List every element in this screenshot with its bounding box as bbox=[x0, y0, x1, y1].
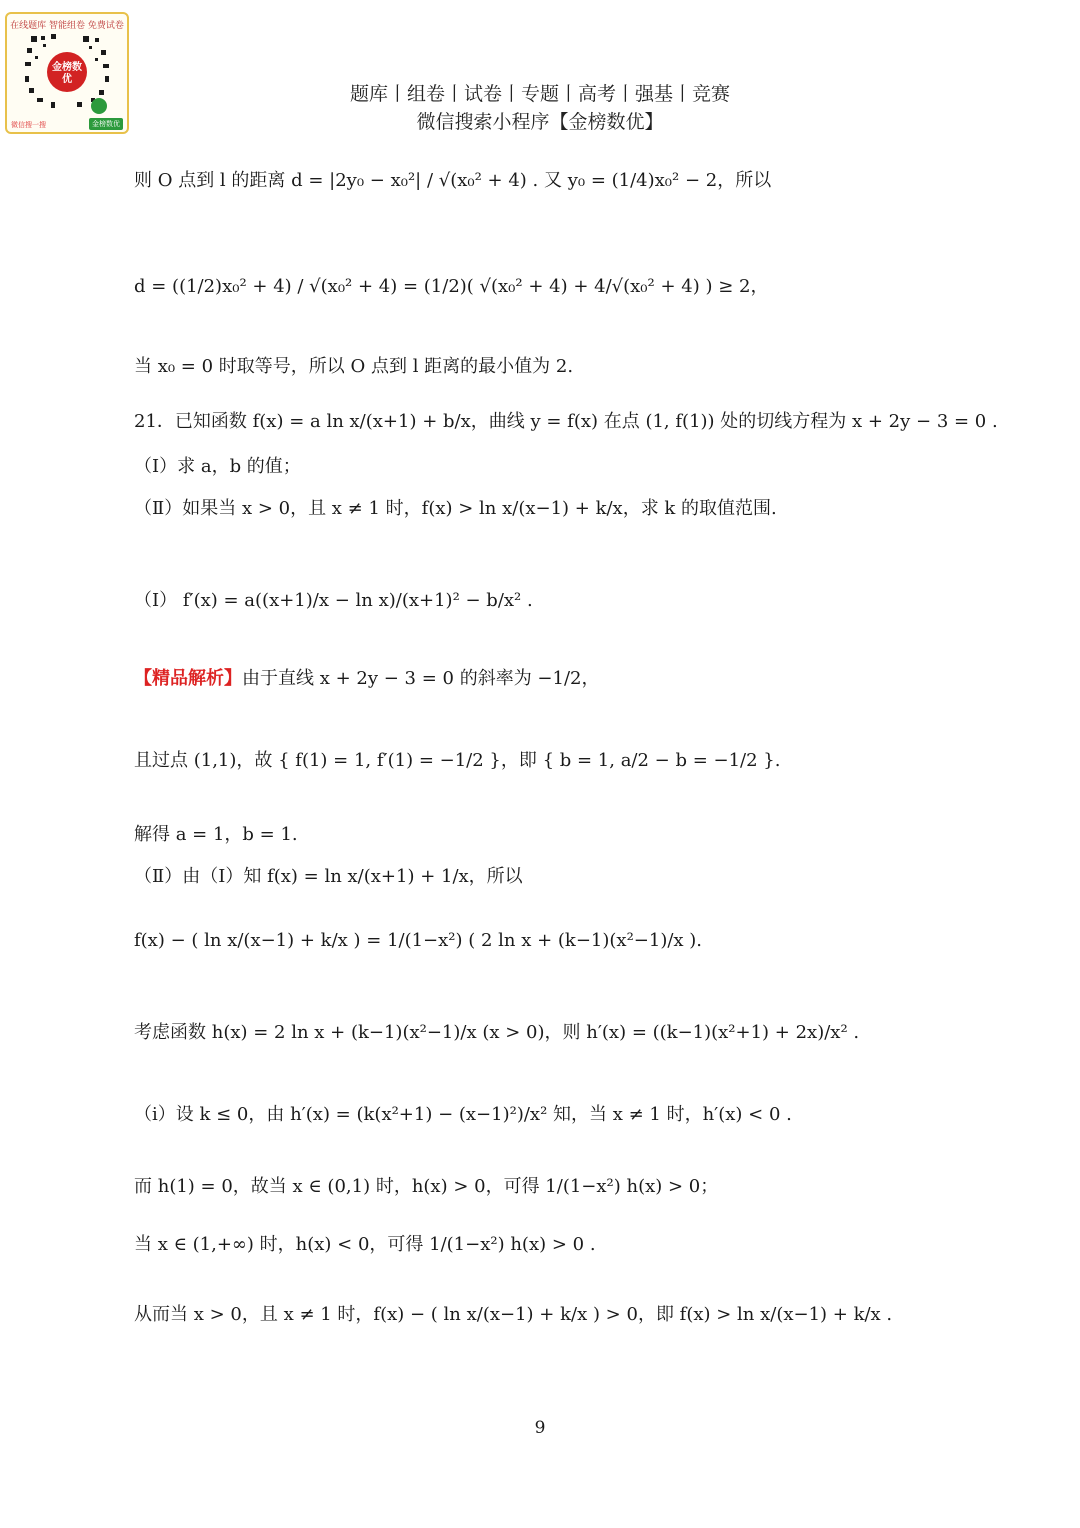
text-line: （Ⅰ） f′(x) = a((x+1)/x − ln x)/(x+1)² − b/x² . bbox=[134, 590, 533, 611]
question-part-1: （Ⅰ）求 a，b 的值； bbox=[134, 456, 301, 477]
text-line: d = ((1/2)x₀² + 4) / √(x₀² + 4) = (1/2)( √(x₀² + 4) + 4/√(x₀² + 4) ) ≥ 2， bbox=[134, 276, 769, 297]
logo-badge: 金榜数优 bbox=[89, 118, 123, 130]
text-line: f(x) − ( ln x/(x−1) + k/x ) = 1/(1−x²) ( 2 ln x + (k−1)(x²−1)/x ). bbox=[134, 930, 703, 951]
text-line: （Ⅱ）由（Ⅰ）知 f(x) = ln x/(x+1) + 1/x，所以 bbox=[134, 866, 523, 887]
page-number: 9 bbox=[534, 1418, 546, 1438]
solution-tag: 【精品解析】 bbox=[134, 668, 242, 689]
logo-foot-text: 微信搜一搜 bbox=[11, 121, 46, 129]
question-part-2: （Ⅱ）如果当 x > 0，且 x ≠ 1 时，f(x) > ln x/(x−1) + k/x，求 k 的取值范围. bbox=[134, 498, 777, 519]
logo-center-text: 金榜数优 bbox=[52, 62, 82, 85]
header-mini-program-text: 微信搜索小程序【金榜数优】 bbox=[416, 111, 664, 133]
text-line: 且过点 (1,1)，故 { f(1) = 1, f′(1) = −1/2 }，即 { b = 1, a/2 − b = −1/2 }. bbox=[134, 750, 781, 771]
text-line: 考虑函数 h(x) = 2 ln x + (k−1)(x²−1)/x (x > 0)，则 h′(x) = ((k−1)(x²+1) + 2x)/x² . bbox=[134, 1022, 860, 1043]
text-line: （ⅰ）设 k ≤ 0，由 h′(x) = (k(x²+1) − (x−1)²)/x² 知，当 x ≠ 1 时，h′(x) < 0 . bbox=[134, 1104, 792, 1125]
question-21: 21．已知函数 f(x) = a ln x/(x+1) + b/x，曲线 y = f(x) 在点 (1, f(1)) 处的切线方程为 x + 2y − 3 = 0 . bbox=[134, 411, 998, 432]
text-line: 则 O 点到 l 的距离 d = |2y₀ − x₀²| / √(x₀² + 4) . 又 y₀ = (1/4)x₀² − 2，所以 bbox=[134, 170, 772, 191]
page-header bbox=[0, 80, 1080, 136]
text-line: 由于直线 x + 2y − 3 = 0 的斜率为 −1/2， bbox=[242, 668, 600, 689]
text-line: 当 x ∈ (1,+∞) 时，h(x) < 0，可得 1/(1−x²) h(x) > 0 . bbox=[134, 1234, 596, 1255]
text-line: 而 h(1) = 0，故当 x ∈ (0,1) 时，h(x) > 0，可得 1/(1−x²) h(x) > 0； bbox=[134, 1176, 719, 1197]
text-line: 当 x₀ = 0 时取等号，所以 O 点到 l 距离的最小值为 2. bbox=[134, 356, 574, 377]
text-line: 从而当 x > 0，且 x ≠ 1 时，f(x) − ( ln x/(x−1) + k/x ) > 0，即 f(x) > ln x/(x−1) + k/x . bbox=[134, 1304, 893, 1325]
solution-line bbox=[134, 664, 599, 690]
logo-arc-text: 在线题库 智能组卷 免费试卷 bbox=[10, 21, 124, 31]
header-nav-text: 题库丨组卷丨试卷丨专题丨高考丨强基丨竞赛 bbox=[349, 83, 730, 105]
text-line: 解得 a = 1，b = 1. bbox=[134, 824, 298, 845]
